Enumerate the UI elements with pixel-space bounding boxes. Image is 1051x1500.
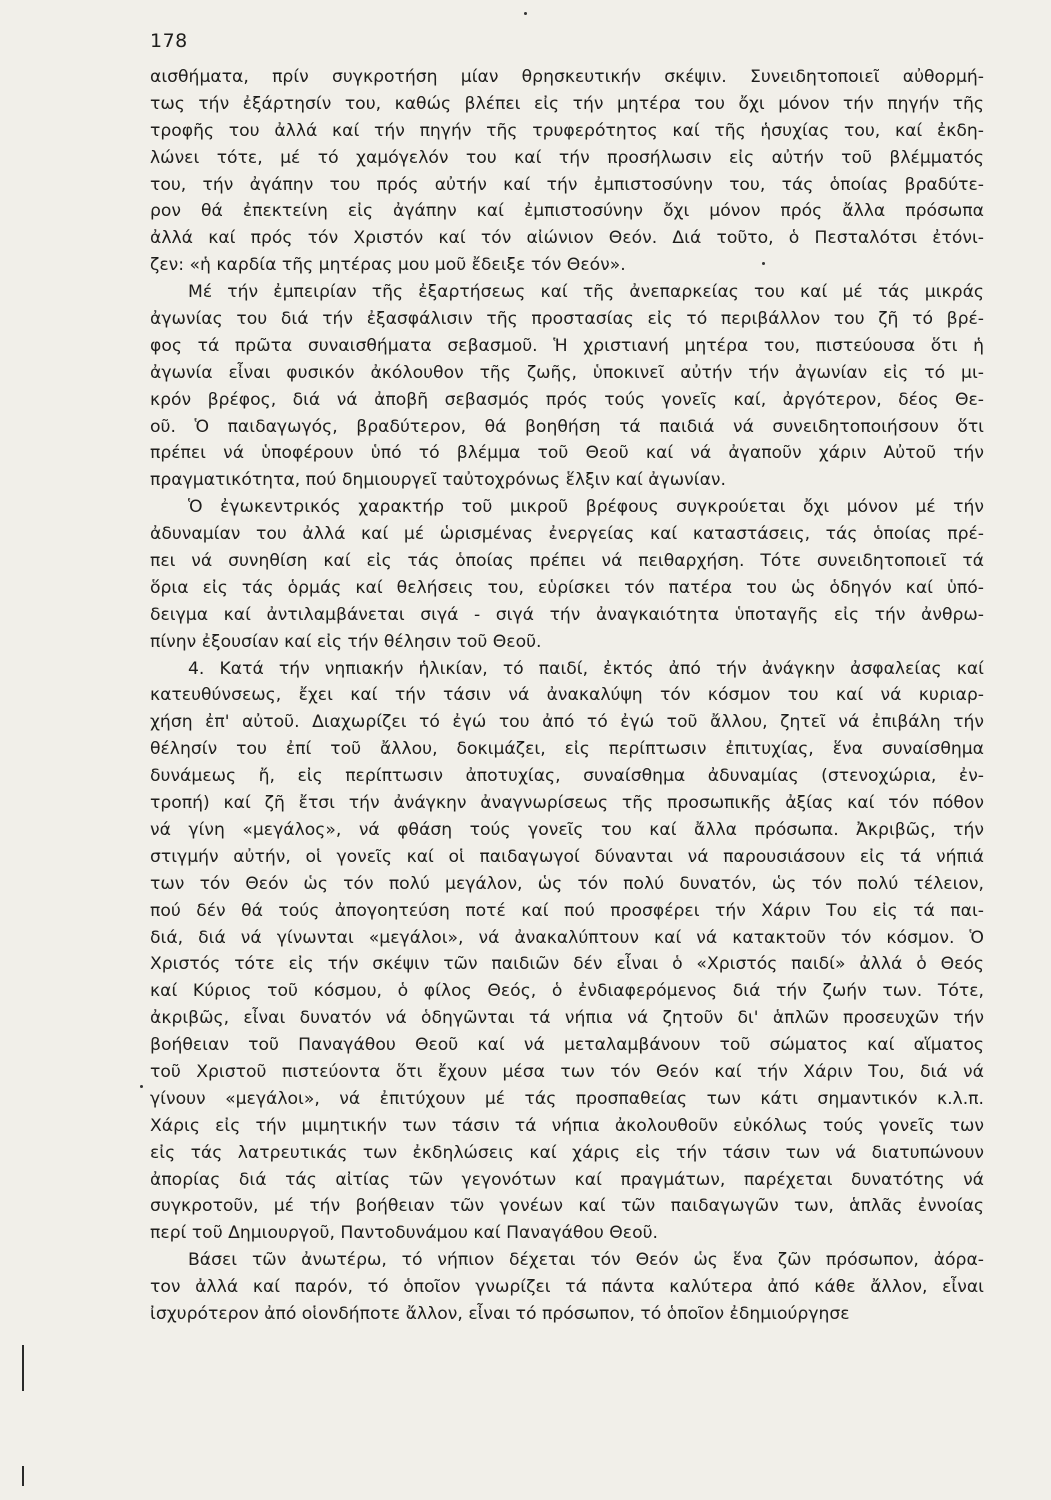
paragraph [150,656,984,1248]
paragraph [150,494,984,655]
text-line: διά, διά νά γίνωνται «μεγάλοι», νά ἀνακαλύπτουν καί νά κατακτοῦν τόν κόσμον. Ὁ [150,927,984,948]
text-line: οῦ. Ὁ παιδαγωγός, βραδύτερον, θά βοηθήση τά παιδιά νά συνειδητοποιήσουν ὅτι [150,416,984,437]
text-line: νά γίνη «μεγάλος», νά φθάση τούς γονεῖς του καί ἄλλα πρόσωπα. Ἀκριβῶς, τήν [150,819,984,840]
text-line: κρόν βρέφος, διά νά ἀποβῆ σεβασμός πρός τούς γονεῖς καί, ἀργότερον, δέος Θε- [150,389,984,410]
text-line: χήση ἐπ' αὐτοῦ. Διαχωρίζει τό ἐγώ του ἀπό τό ἐγώ τοῦ ἄλλου, ζητεῖ νά ἐπιβάλη τήν [150,712,984,733]
text-line: λώνει τότε, μέ τό χαμόγελόν του καί τήν προσήλωσιν εἰς αὐτήν τοῦ βλέμματός [150,147,984,168]
text-line: ἀγωνίας του διά τήν ἐξασφάλισιν τῆς προστασίας εἰς τό περιβάλλον του ζῆ τό βρέ- [150,309,984,330]
text-line: ζεν: «ἡ καρδία τῆς μητέρας μου μοῦ ἔδειξε τόν Θεόν». [150,255,626,276]
scan-speck [524,12,527,15]
text-line: των τόν Θεόν ὡς τόν πολύ μεγάλον, ὡς τόν πολύ δυνατόν, ὡς τόν πολύ τέλειον, [150,873,984,894]
text-line: πει νά συνηθίση καί εἰς τάς ὁποίας πρέπει νά πειθαρχήση. Τότε συνειδητοποιεῖ τά [150,551,984,572]
text-line: τον ἀλλά καί παρόν, τό ὁποῖον γνωρίζει τά πάντα καλύτερα ἀπό κάθε ἄλλον, εἶναι [150,1277,984,1298]
text-line: περί τοῦ Δημιουργοῦ, Παντοδυνάμου καί Παναγάθου Θεοῦ. [150,1223,659,1244]
paragraph [150,279,984,494]
scan-speck [140,1085,143,1088]
text-line: Χάρις εἰς τήν μιμητικήν των τάσιν τά νήπια ἀκολουθοῦν εὐκόλως τούς γονεῖς των [150,1115,984,1136]
text-line: τροπή) καί ζῆ ἔτσι τήν ἀνάγκην ἀναγνωρίσεως τῆς προσωπικῆς ἀξίας καί τόν πόθον [150,793,984,814]
text-line: τοῦ Χριστοῦ πιστεύοντα ὅτι ἔχουν μέσα των τόν Θεόν καί τήν Χάριν Του, διά νά [150,1061,984,1082]
text-line: πού δέν θά τούς ἀπογοητεύση ποτέ καί πού προσφέρει τήν Χάριν Του εἰς τά παι- [150,900,984,921]
text-line: θέλησίν του ἐπί τοῦ ἄλλου, δοκιμάζει, εἰς περίπτωσιν ἐπιτυχίας, ἕνα συναίσθημα [150,739,984,760]
text-line: ὅρια εἰς τάς ὁρμάς καί θελήσεις του, εὑρίσκει τόν πατέρα του ὡς ὁδηγόν καί ὑπό- [150,577,984,598]
text-line: εἰς τάς λατρευτικάς των ἐκδηλώσεις καί χάρις εἰς τήν τάσιν των νά διατυπώνουν [150,1142,984,1163]
paragraph [150,1247,984,1328]
text-line: πραγματικότητα, πού δημιουργεῖ ταὐτοχρόνως ἕλξιν καί ἀγωνίαν. [150,470,726,491]
text-line: γίνουν «μεγάλοι», νά ἐπιτύχουν μέ τάς προσπαθείας των κάτι σημαντικόν κ.λ.π. [150,1088,984,1109]
text-line: βοήθειαν τοῦ Παναγάθου Θεοῦ καί νά μεταλαμβάνουν τοῦ σώματος καί αἵματος [150,1035,984,1056]
body-text [150,64,984,1328]
text-line: συγκροτοῦν, μέ τήν βοήθειαν τῶν γονέων καί τῶν παιδαγωγῶν των, ἁπλᾶς ἐννοίας [150,1196,984,1217]
text-line: τροφῆς του ἀλλά καί τήν πηγήν τῆς τρυφερότητος καί τῆς ἡσυχίας του, καί ἐκδη- [150,120,984,141]
text-line: δυνάμεως ἤ, εἰς περίπτωσιν ἀποτυχίας, συναίσθημα ἀδυναμίας (στενοχώρια, ἐν- [150,766,984,787]
scan-speck [762,262,765,265]
margin-rule-mark [22,1466,24,1486]
paragraph [150,64,984,279]
text-line: καί Κύριος τοῦ κόσμου, ὁ φίλος Θεός, ὁ ἐνδιαφερόμενος διά τήν ζωήν των. Τότε, [150,981,984,1002]
text-line: Μέ τήν ἐμπειρίαν τῆς ἐξαρτήσεως καί τῆς ἀνεπαρκείας του καί μέ τάς μικράς [188,282,984,303]
text-line: τως τήν ἐξάρτησίν του, καθώς βλέπει εἰς τήν μητέρα του ὄχι μόνον τήν πηγήν τῆς [150,93,984,114]
text-line: ἀπορίας διά τάς αἰτίας τῶν γεγονότων καί πραγμάτων, παρέχεται δυνατότης νά [150,1169,984,1190]
margin-rule-mark [22,1345,24,1391]
text-line: δειγμα καί ἀντιλαμβάνεται σιγά - σιγά τήν ἀναγκαιότητα ὑποταγῆς εἰς τήν ἀνθρω- [150,604,984,625]
text-line: στιγμήν αὐτήν, οἱ γονεῖς καί οἱ παιδαγωγοί δύνανται νά παρουσιάσουν εἰς τά νήπιά [150,846,984,867]
text-line: πίνην ἐξουσίαν καί εἰς τήν θέλησιν τοῦ Θεοῦ. [150,631,542,652]
text-line: αισθήματα, πρίν συγκροτήση μίαν θρησκευτικήν σκέψιν. Συνειδητοποιεῖ αὐθορμή- [150,67,984,87]
text-line: πρέπει νά ὑποφέρουν ὑπό τό βλέμμα τοῦ Θεοῦ καί νά ἀγαποῦν χάριν Αὐτοῦ τήν [150,443,984,464]
text-line: 4. Κατά τήν νηπιακήν ἡλικίαν, τό παιδί, ἐκτός ἀπό τήν ἀνάγκην ἀσφαλείας καί [188,658,984,679]
text-line: του, τήν ἀγάπην του πρός αὐτήν καί τήν ἐμπιστοσύνην του, τάς ὁποίας βραδύτε- [150,174,984,195]
page-number: 178 [150,30,188,52]
text-line: Χριστός τότε εἰς τήν σκέψιν τῶν παιδιῶν δέν εἶναι ὁ «Χριστός παιδί» ἀλλά ὁ Θεός [150,954,984,975]
text-line: ἀλλά καί πρός τόν Χριστόν καί τόν αἰώνιον Θεόν. Διά τοῦτο, ὁ Πεσταλότσι ἐτόνι- [150,228,984,249]
text-line: ἰσχυρότερον ἀπό οἱονδήποτε ἄλλον, εἶναι τό πρόσωπον, τό ὁποῖον ἐδημιούργησε [150,1303,850,1324]
text-line: κατευθύνσεως, ἔχει καί τήν τάσιν νά ἀνακαλύψη τόν κόσμον του καί νά κυριαρ- [150,685,984,706]
text-line: ἀκριβῶς, εἶναι δυνατόν νά ὁδηγῶνται τά νήπια νά ζητοῦν δι' ἁπλῶν προσευχῶν τήν [150,1008,984,1029]
text-line: ρον θά ἐπεκτείνη εἰς ἀγάπην καί ἐμπιστοσύνην ὄχι μόνον πρός ἄλλα πρόσωπα [150,201,984,222]
text-line: ἀδυναμίαν του ἀλλά καί μέ ὡρισμένας ἐνεργείας καί καταστάσεις, τάς ὁποίας πρέ- [150,524,984,545]
text-line: Βάσει τῶν ἀνωτέρω, τό νήπιον δέχεται τόν Θεόν ὡς ἕνα ζῶν πρόσωπον, ἀόρα- [188,1250,984,1271]
text-line: φος τά πρῶτα συναισθήματα σεβασμοῦ. Ἡ χριστιανή μητέρα του, πιστεύουσα ὅτι ἡ [150,335,984,356]
text-line: Ὁ ἐγωκεντρικός χαρακτήρ τοῦ μικροῦ βρέφους συγκρούεται ὄχι μόνον μέ τήν [188,497,984,518]
text-line: ἀγωνία εἶναι φυσικόν ἀκόλουθον τῆς ζωῆς, ὑποκινεῖ αὐτήν τήν ἀγωνίαν εἰς τό μι- [150,362,984,383]
